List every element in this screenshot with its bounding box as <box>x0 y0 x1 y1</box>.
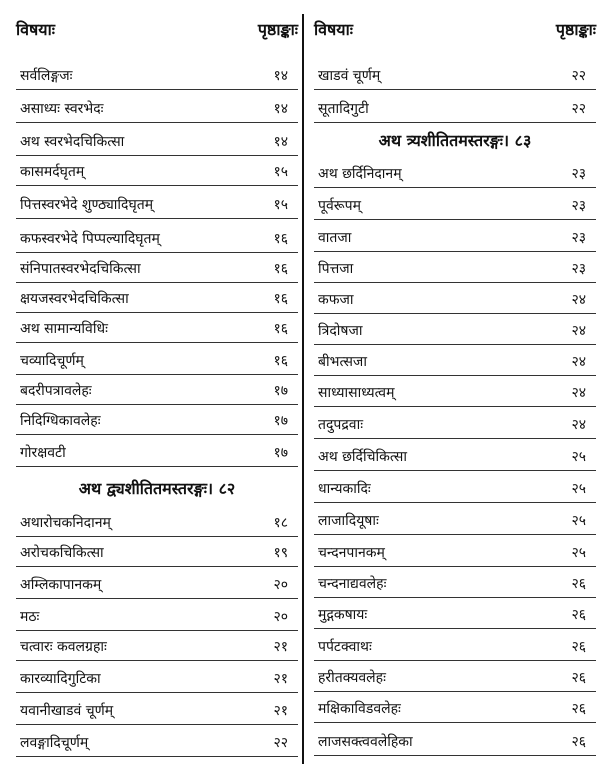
entry-rule <box>314 313 596 314</box>
entry-page-number: १७ <box>273 383 288 399</box>
toc-entry <box>314 320 596 350</box>
entry-page-number: १५ <box>273 197 288 213</box>
chapter-heading: अथ द्व्यशीतितमस्तरङ्गः। ८२ <box>78 479 236 498</box>
toc-entry <box>16 542 298 572</box>
column-divider <box>302 14 304 764</box>
entry-page-number: १४ <box>273 68 288 84</box>
entry-page-number: १७ <box>273 413 288 429</box>
entry-page-number: १४ <box>273 101 288 117</box>
entry-rule <box>314 219 596 220</box>
entry-rule <box>314 122 596 123</box>
entry-title: पूर्वरूपम् <box>318 198 361 214</box>
entry-title: अथ स्वरभेदचिकित्सा <box>20 134 125 150</box>
entry-title: मक्षिकाविडवलेहः <box>318 701 401 717</box>
entry-page-number: २३ <box>571 198 586 214</box>
toc-entry <box>16 442 298 472</box>
entry-rule <box>314 438 596 439</box>
entry-rule <box>314 660 596 661</box>
toc-entry <box>314 636 596 666</box>
toc-entry <box>314 573 596 603</box>
entry-rule <box>314 282 596 283</box>
entry-rule <box>16 89 298 90</box>
entry-title: बदरीपत्रावलेहः <box>20 383 92 399</box>
entry-page-number: २६ <box>571 639 586 655</box>
entry-title: तदुपद्रवाः <box>318 417 364 433</box>
entry-page-number: २४ <box>571 417 586 433</box>
entry-rule <box>314 251 596 252</box>
toc-entry <box>16 228 298 258</box>
entry-rule <box>16 434 298 435</box>
entry-page-number: २६ <box>571 576 586 592</box>
entry-page-number: २४ <box>571 323 586 339</box>
toc-entry <box>16 258 298 288</box>
toc-entry <box>314 414 596 444</box>
entry-title: बीभत्सजा <box>318 354 367 370</box>
toc-entry <box>314 604 596 634</box>
entry-page-number: २१ <box>273 671 288 687</box>
entry-rule <box>16 692 298 693</box>
toc-entry <box>16 410 298 440</box>
entry-rule <box>314 628 596 629</box>
entry-title: सूतादिगुटी <box>318 101 369 117</box>
toc-entry <box>314 382 596 412</box>
entry-title: कफस्वरभेदे पिप्पल्यादिघृतम् <box>20 231 160 247</box>
entry-rule <box>16 342 298 343</box>
entry-page-number: १६ <box>273 353 288 369</box>
entry-title: लवङ्गादिचूर्णम् <box>20 735 89 751</box>
entry-title: अथ सामान्यविधिः <box>20 321 108 337</box>
entry-title: क्षयजस्वरभेदचिकित्सा <box>20 291 129 307</box>
page-heading: पृष्ठाङ्काः <box>555 20 596 39</box>
toc-entry <box>16 288 298 318</box>
toc-entry <box>16 350 298 380</box>
entry-title: वातजा <box>318 230 352 246</box>
entry-title: अथ छर्दिचिकित्सा <box>318 449 407 465</box>
entry-rule <box>314 89 596 90</box>
entry-page-number: २२ <box>571 68 586 84</box>
toc-entry <box>314 258 596 288</box>
toc-entry <box>16 318 298 348</box>
entry-rule <box>16 724 298 725</box>
entry-page-number: १५ <box>273 164 288 180</box>
entry-title: कारव्यादिगुटिका <box>20 671 101 687</box>
entry-page-number: २६ <box>571 607 586 623</box>
entry-page-number: १६ <box>273 231 288 247</box>
entry-rule <box>16 282 298 283</box>
entry-rule <box>314 534 596 535</box>
entry-page-number: १६ <box>273 261 288 277</box>
entry-title: चन्दनपानकम् <box>318 545 385 561</box>
entry-page-number: १४ <box>273 134 288 150</box>
toc-entry <box>16 636 298 666</box>
toc-entry <box>314 195 596 225</box>
entry-title: कफजा <box>318 292 354 308</box>
toc-entry <box>314 542 596 572</box>
toc-entry <box>314 65 596 95</box>
entry-title: मुद्गकषायः <box>318 607 368 623</box>
entry-title: संनिपातस्वरभेदचिकित्सा <box>20 261 141 277</box>
entry-title: गोरक्षवटी <box>20 445 66 461</box>
entry-rule <box>16 630 298 631</box>
entry-page-number: २६ <box>571 734 586 750</box>
chapter-heading: अथ त्र्यशीतितमस्तरङ्गः। ८३ <box>378 131 532 150</box>
entry-title: यवानीखाडवं चूर्णम् <box>20 703 114 719</box>
entry-rule <box>16 155 298 156</box>
entry-page-number: २४ <box>571 385 586 401</box>
left-header <box>16 18 298 42</box>
entry-page-number: २५ <box>571 449 586 465</box>
entry-page-number: १७ <box>273 445 288 461</box>
entry-rule <box>314 406 596 407</box>
toc-entry <box>314 289 596 319</box>
entry-rule <box>16 404 298 405</box>
toc-entry <box>314 698 596 728</box>
entry-title: त्रिदोषजा <box>318 323 363 339</box>
entry-title: निदिग्धिकावलेहः <box>20 413 101 429</box>
entry-rule <box>16 598 298 599</box>
entry-page-number: १८ <box>273 515 288 531</box>
entry-title: खाडवं चूर्णम् <box>318 68 381 84</box>
entry-page-number: १६ <box>273 321 288 337</box>
subject-heading: विषयाः <box>314 20 353 39</box>
entry-page-number: २० <box>273 577 288 593</box>
entry-title: पित्तजा <box>318 261 354 277</box>
entry-page-number: २६ <box>571 670 586 686</box>
toc-entry <box>16 65 298 95</box>
entry-title: अम्लिकापानकम् <box>20 577 102 593</box>
toc-entry <box>16 732 298 762</box>
entry-rule <box>314 187 596 188</box>
entry-rule <box>314 566 596 567</box>
entry-page-number: १९ <box>273 545 288 561</box>
subject-heading: विषयाः <box>16 20 55 39</box>
entry-rule <box>314 344 596 345</box>
page-heading: पृष्ठाङ्काः <box>257 20 298 39</box>
entry-title: असाध्यः स्वरभेदः <box>20 101 104 117</box>
entry-rule <box>314 470 596 471</box>
entry-rule <box>314 722 596 723</box>
toc-entry <box>16 700 298 730</box>
entry-title: सर्वलिङ्गजः <box>20 68 73 84</box>
toc-entry <box>16 512 298 542</box>
toc-entry <box>16 380 298 410</box>
entry-rule <box>314 597 596 598</box>
entry-page-number: २५ <box>571 545 586 561</box>
entry-rule <box>16 185 298 186</box>
entry-page-number: २३ <box>571 261 586 277</box>
toc-entry <box>16 98 298 128</box>
entry-title: अथारोचकनिदानम् <box>20 515 111 531</box>
entry-page-number: २४ <box>571 292 586 308</box>
toc-entry <box>16 574 298 604</box>
entry-page-number: २३ <box>571 230 586 246</box>
toc-entry <box>16 668 298 698</box>
entry-title: हरीतक्यवलेहः <box>318 670 386 686</box>
toc-entry <box>314 478 596 508</box>
toc-entry <box>16 131 298 161</box>
entry-rule <box>16 660 298 661</box>
entry-page-number: २० <box>273 609 288 625</box>
toc-entry <box>314 731 596 761</box>
toc-entry <box>314 351 596 381</box>
entry-rule <box>16 374 298 375</box>
entry-title: मठः <box>20 609 40 625</box>
entry-title: अरोचकचिकित्सा <box>20 545 104 561</box>
toc-entry <box>314 510 596 540</box>
entry-rule <box>314 755 596 756</box>
entry-title: चन्दनाद्यवलेहः <box>318 576 387 592</box>
toc-entry <box>16 194 298 224</box>
entry-title: धान्यकादिः <box>318 481 371 497</box>
entry-page-number: २२ <box>571 101 586 117</box>
entry-title: कासमर्दघृतम् <box>20 164 85 180</box>
entry-title: पर्पटक्वाथः <box>318 639 372 655</box>
entry-rule <box>16 756 298 757</box>
toc-entry <box>16 606 298 636</box>
entry-title: चत्वारः कवलग्रहाः <box>20 639 107 655</box>
entry-rule <box>314 502 596 503</box>
entry-title: लाजसक्त्ववलेहिका <box>318 734 413 750</box>
entry-page-number: २३ <box>571 166 586 182</box>
entry-page-number: २४ <box>571 354 586 370</box>
entry-rule <box>314 691 596 692</box>
toc-entry <box>314 163 596 193</box>
entry-title: चव्यादिचूर्णम् <box>20 353 84 369</box>
entry-rule <box>16 536 298 537</box>
toc-entry <box>16 161 298 191</box>
entry-rule <box>16 312 298 313</box>
entry-page-number: २१ <box>273 639 288 655</box>
toc-entry <box>314 446 596 476</box>
toc-entry <box>314 667 596 697</box>
entry-title: अथ छर्दिनिदानम् <box>318 166 402 182</box>
toc-entry <box>314 227 596 257</box>
entry-rule <box>16 252 298 253</box>
entry-page-number: २६ <box>571 701 586 717</box>
entry-rule <box>16 466 298 467</box>
entry-page-number: २५ <box>571 481 586 497</box>
entry-title: साध्यासाध्यत्वम् <box>318 385 395 401</box>
entry-rule <box>16 122 298 123</box>
entry-page-number: २१ <box>273 703 288 719</box>
entry-page-number: २२ <box>273 735 288 751</box>
entry-rule <box>314 375 596 376</box>
entry-title: पित्तस्वरभेदे शुण्ठ्यादिघृतम् <box>20 197 154 213</box>
entry-rule <box>16 566 298 567</box>
toc-entry <box>314 98 596 128</box>
entry-page-number: १६ <box>273 291 288 307</box>
entry-page-number: २५ <box>571 513 586 529</box>
entry-title: लाजादियूषाः <box>318 513 379 529</box>
right-header <box>314 18 596 42</box>
entry-rule <box>16 218 298 219</box>
